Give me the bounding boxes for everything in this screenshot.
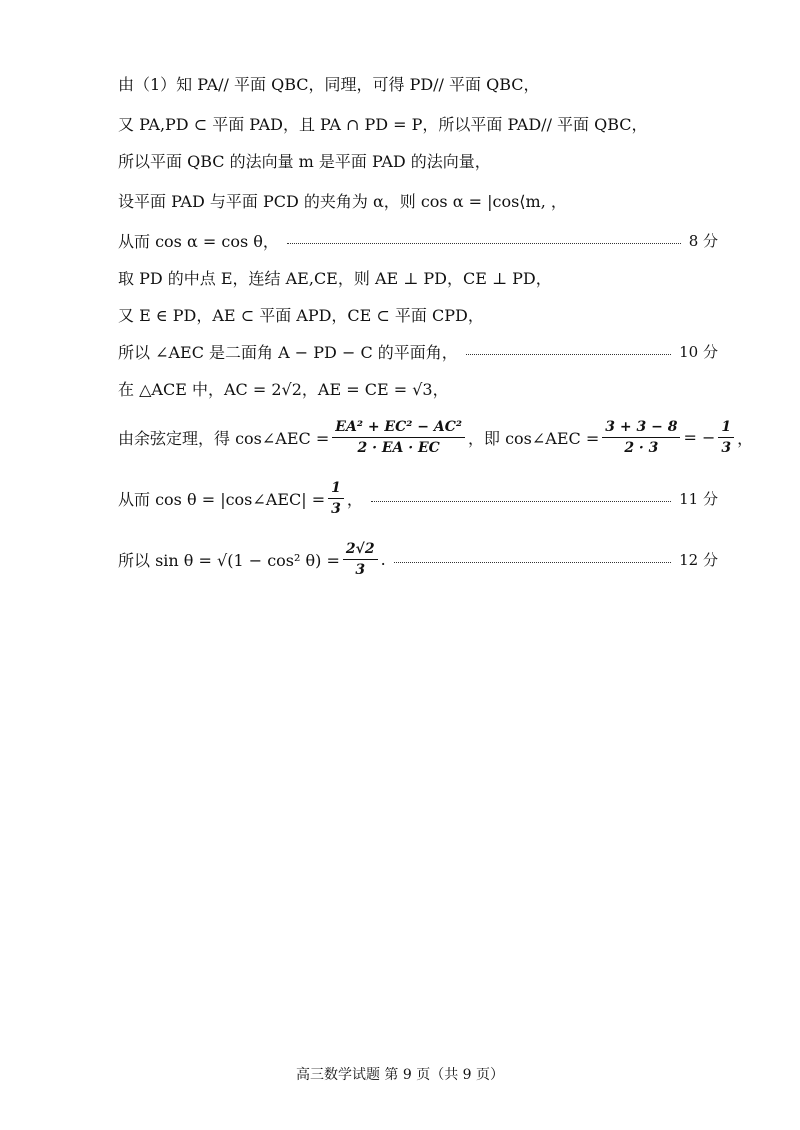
solution-line xyxy=(118,373,718,403)
fraction-denominator: 3 xyxy=(721,439,732,456)
fraction-denominator: 3 xyxy=(331,500,341,517)
fraction xyxy=(328,480,344,517)
solution-line xyxy=(118,185,718,215)
leader-dots xyxy=(394,562,671,563)
fraction xyxy=(602,419,680,456)
fraction xyxy=(332,419,465,456)
line-prefix: 所以 sin θ = √(1 − cos² θ) = xyxy=(118,550,340,570)
leader-dots xyxy=(287,243,681,244)
line-prefix: 由余弦定理，得 cos∠AEC = xyxy=(118,428,330,448)
solution-line xyxy=(118,108,718,138)
page-footer: 高三数学试题 第 9 页（共 9 页） xyxy=(295,1067,505,1083)
leader-dots xyxy=(466,354,671,355)
leader-dots xyxy=(371,501,671,502)
fraction-numerator: 2√2 xyxy=(343,541,378,560)
line-text: 设平面 PAD 与平面 PCD 的夹角为 α，则 cos α = |cos⟨m, ， xyxy=(118,191,567,211)
line-text: 从而 cos α = cos θ， xyxy=(118,231,279,251)
solution-body xyxy=(118,68,754,593)
score-label: 10 分 xyxy=(679,342,718,361)
line-suffix: . xyxy=(380,549,386,569)
fraction xyxy=(343,541,378,578)
fraction-numerator: EA² + EC² − AC² xyxy=(332,419,465,438)
line-suffix: ， xyxy=(346,489,363,509)
fraction-numerator: 1 xyxy=(718,419,734,438)
line-suffix: ， xyxy=(737,428,754,448)
line-text: 又 PA,PD ⊂ 平面 PAD，且 PA ∩ PD = P，所以平面 PAD// 平面 QBC， xyxy=(118,114,648,134)
fraction-denominator: 3 xyxy=(355,561,366,578)
score-label: 11 分 xyxy=(679,489,718,508)
solution-line xyxy=(118,532,718,586)
equals-sign: = − xyxy=(683,427,716,447)
solution-line xyxy=(118,145,718,175)
line-text: 所以平面 QBC 的法向量 m 是平面 PAD 的法向量， xyxy=(118,151,491,171)
solution-line xyxy=(118,68,718,98)
score-label: 8 分 xyxy=(688,231,718,250)
fraction xyxy=(718,419,734,456)
line-middle: ，即 cos∠AEC = xyxy=(468,428,600,448)
solution-line xyxy=(118,225,718,255)
line-text: 由（1）知 PA// 平面 QBC，同理，可得 PD// 平面 QBC， xyxy=(118,74,540,94)
fraction-numerator: 3 + 3 − 8 xyxy=(602,419,680,438)
solution-line xyxy=(118,336,718,366)
line-text: 所以 ∠AEC 是二面角 A − PD − C 的平面角， xyxy=(118,342,458,362)
line-text: 又 E ∈ PD，AE ⊂ 平面 APD，CE ⊂ 平面 CPD， xyxy=(118,305,484,325)
line-text: 取 PD 的中点 E，连结 AE,CE，则 AE ⊥ PD，CE ⊥ PD， xyxy=(118,268,552,288)
line-text: 在 △ACE 中，AC = 2√2，AE = CE = √3， xyxy=(118,379,449,399)
solution-line xyxy=(118,299,718,329)
solution-line xyxy=(118,471,718,525)
fraction-denominator: 2 · EA · EC xyxy=(357,439,440,456)
solution-line xyxy=(118,410,754,464)
score-label: 12 分 xyxy=(679,550,718,569)
solution-line xyxy=(118,262,718,292)
fraction-denominator: 2 · 3 xyxy=(624,439,659,456)
line-prefix: 从而 cos θ = |cos∠AEC| = xyxy=(118,489,326,509)
fraction-numerator: 1 xyxy=(328,480,344,499)
